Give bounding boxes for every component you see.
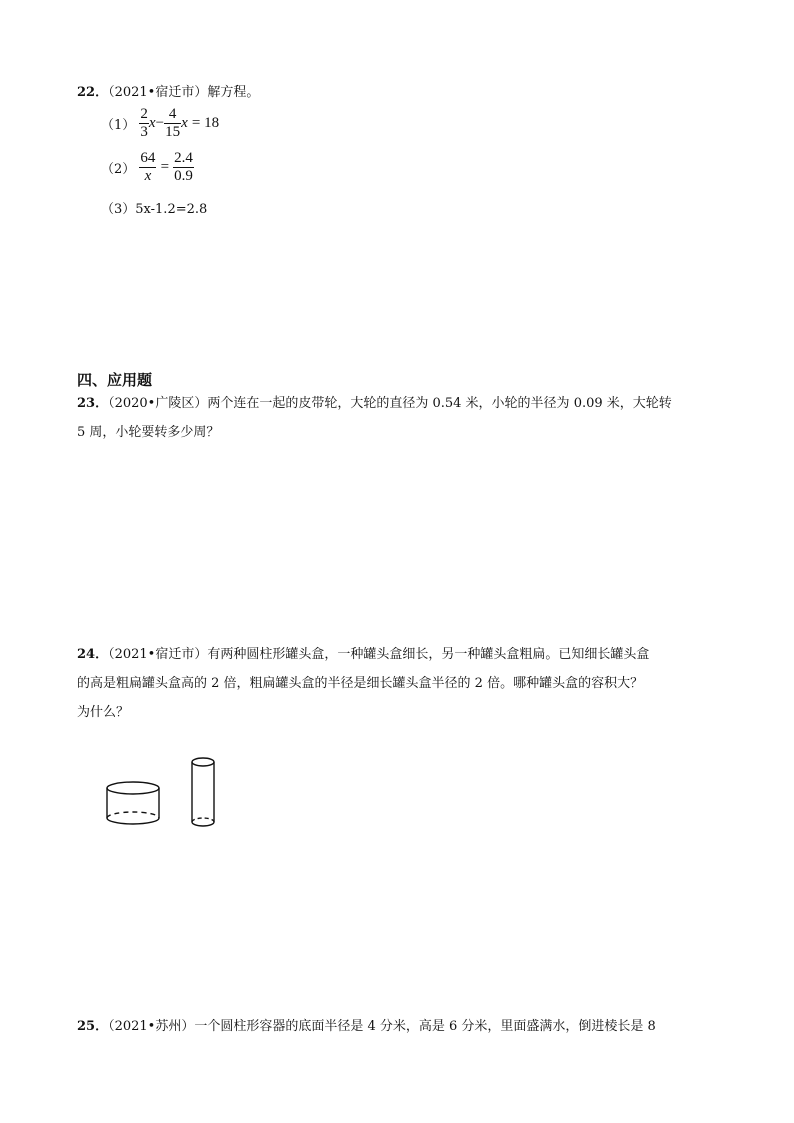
question-text: （2021•宿迁市）有两种圆柱形罐头盒，一种罐头盒细长，另一种罐头盒粗扁。已知细长罐头盒: [108, 647, 650, 662]
question-24: [77, 640, 717, 727]
fraction: $\frac{2.4}{0.9}$: [174, 150, 193, 184]
fraction: $\frac{4}{15}$: [165, 106, 181, 140]
cylinders-figure: [100, 752, 230, 832]
question-text: 的高是粗扁罐头盒高的 2 倍，粗扁罐头盒的半径是细长罐头盒半径的 2 倍。哪种罐头盒的容积大？: [77, 676, 644, 691]
equation-1: （1） $\frac{2}{3}$ x− $\frac{4}{15}$ x = 18: [101, 106, 220, 140]
question-number: 23．: [77, 396, 109, 411]
equation-label: （2）: [101, 162, 136, 177]
wide-cylinder: [107, 782, 159, 824]
question-22-heading: [77, 85, 259, 101]
fraction: $\frac{2}{3}$: [140, 106, 148, 140]
question-source: （2021•宿迁市）: [108, 85, 208, 100]
question-text: （2020•广陵区）两个连在一起的皮带轮，大轮的直径为 0.54 米，小轮的半径为 0.09 米，大轮转: [108, 396, 672, 411]
equation-3: （3）5x-1.2=2.8: [101, 202, 208, 217]
question-23: [77, 389, 717, 447]
question-text: 为什么？: [77, 705, 130, 720]
question-text: （2021•苏州）一个圆柱形容器的底面半径是 4 分米，高是 6 分米，里面盛满水，倒进棱长是 8: [108, 1019, 656, 1034]
question-number: 25．: [77, 1019, 109, 1034]
question-25: [77, 1012, 717, 1041]
tall-cylinder: [192, 758, 214, 826]
question-title: 解方程。: [207, 85, 260, 100]
fraction: $\frac{64}{x}$: [140, 150, 156, 184]
equation-label: （1）: [101, 118, 136, 133]
equation-2: （2） $\frac{64}{x}$ = $\frac{2.4}{0.9}$: [101, 150, 193, 184]
question-number: 24．: [77, 647, 109, 662]
question-text: 5 周，小轮要转多少周？: [77, 425, 220, 440]
section-title: 四、应用题: [77, 371, 153, 389]
question-number: 22．: [77, 85, 109, 100]
